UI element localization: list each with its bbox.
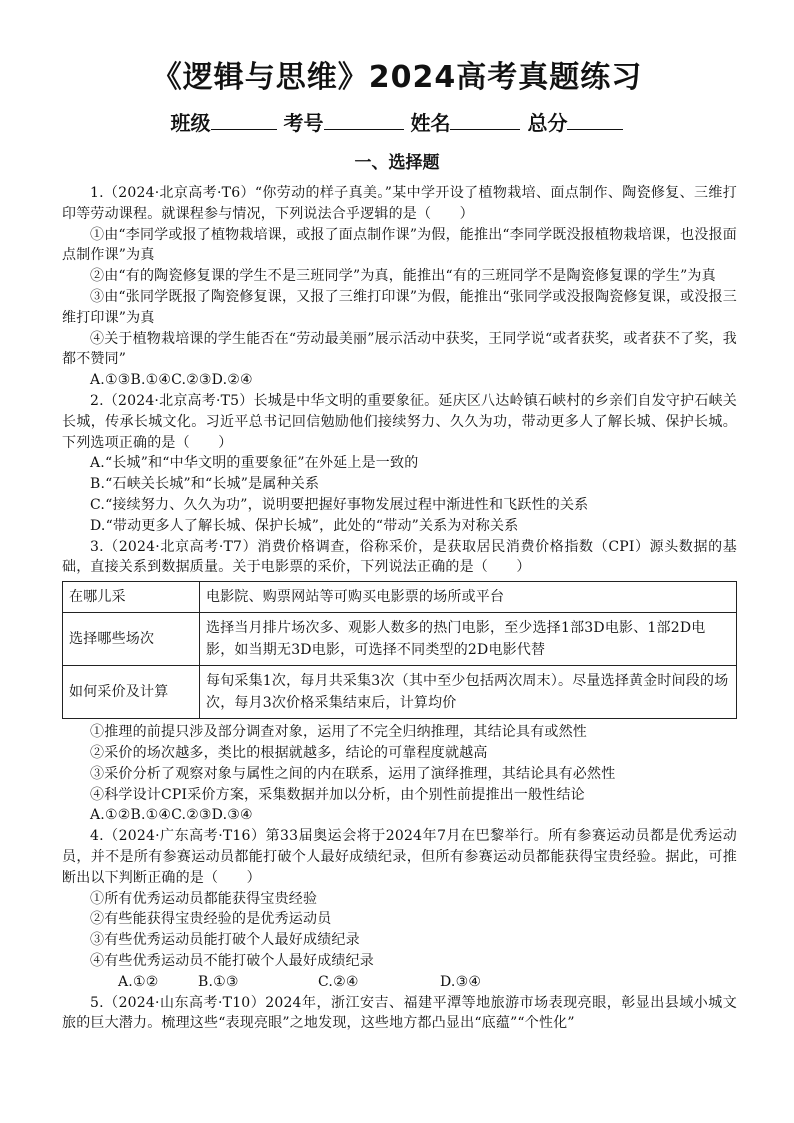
exam-no-blank[interactable] (324, 109, 404, 130)
score-blank[interactable] (567, 109, 623, 130)
question-4-item-2: ②有些能获得宝贵经验的是优秀运动员 (90, 911, 332, 928)
question-3-item-3: ③采价分析了观察对象与属性之间的内在联系，运用了演绎推理，其结论具有必然性 (90, 765, 616, 782)
question-4-option-c: C.②④ (318, 973, 359, 990)
question-4-option-a: A.①② (118, 973, 159, 990)
question-1-options: A.①③B.①④C.②③D.②④ (90, 372, 253, 389)
score-label: 总分 (527, 111, 568, 135)
price-collection-table (62, 581, 737, 719)
table-header-cell: 选择哪些场次 (63, 613, 200, 666)
table-header-cell: 在哪儿采 (63, 582, 200, 613)
table-header-cell: 如何采价及计算 (63, 666, 200, 719)
question-2-choice-d: D.“带动更多人了解长城、保护长城”，此处的“带动”关系为对称关系 (90, 517, 519, 534)
question-2-choice-a: A.“长城”和“中华文明的重要象征”在外延上是一致的 (90, 455, 419, 472)
table-row (63, 613, 737, 666)
question-4-stem: 4.（2024·广东高考·T16）第33届奥运会将于2024年7月在巴黎举行。所有参赛运动员都是优秀运动员，并不是所有参赛运动员都能打破个人最好成绩纪录，但所有参赛运动员都能获得宝贵经验。据此，可推断出以下判断正确的是（ ） (62, 828, 737, 886)
question-1-item-4: ④关于植物栽培课的学生能否在“劳动最美丽”展示活动中获奖，王同学说“或者获奖，或者获不了奖，我都不赞同” (62, 330, 737, 368)
table-cell: 电影院、购票网站等可购买电影票的场所或平台 (200, 582, 737, 613)
table-cell: 每旬采集1次，每月共采集3次（其中至少包括两次周末）。尽量选择黄金时间段的场次，每月3次价格采集结束后，计算均价 (200, 666, 737, 719)
table-row (63, 666, 737, 719)
question-2-choice-c: C.“接续努力、久久为功”，说明要把握好事物发展过程中渐进性和飞跃性的关系 (90, 496, 589, 513)
student-info-line (0, 108, 794, 138)
question-4-options (62, 972, 737, 993)
table-row (63, 582, 737, 613)
exam-no-label: 考号 (283, 111, 324, 135)
question-3-stem: 3.（2024·北京高考·T7）消费价格调查，俗称采价，是获取居民消费价格指数（CPI）源头数据的基础，直接关系到数据质量。关于电影票的采价，下列说法正确的是（ ） (62, 538, 737, 576)
question-1-stem: 1.（2024·北京高考·T6）“你劳动的样子真美。”某中学开设了植物栽培、面点制作、陶瓷修复、三维打印等劳动课程。就课程参与情况，下列说法合乎逻辑的是（ ） (62, 185, 737, 222)
question-1-item-2: ②由“有的陶瓷修复课的学生不是三班同学”为真，能推出“有的三班同学不是陶瓷修复课的学生”为真 (90, 268, 716, 285)
question-2-choice-b: B.“石峡关长城”和“长城”是属种关系 (90, 476, 320, 493)
question-2-stem: 2.（2024·北京高考·T5）长城是中华文明的重要象征。延庆区八达岭镇石峡村的乡亲们自发守护石峡关长城，传承长城文化。习近平总书记回信勉励他们接续努力、久久为功，带动更多人了解长城、保护长城。下列选项正确的是（ ） (62, 392, 737, 451)
class-blank[interactable] (211, 109, 277, 130)
question-4-item-1: ①所有优秀运动员都能获得宝贵经验 (90, 890, 318, 907)
question-5-stem: 5.（2024·山东高考·T10）2024年，浙江安吉、福建平潭等地旅游市场表现亮眼，彰显出县域小城文旅的巨大潜力。梳理这些“表现亮眼”之地发现，这些地方都凸显出“底蕴”“个性化” (62, 994, 737, 1032)
question-1-item-1: ①由“李同学或报了植物栽培课，或报了面点制作课”为假，能推出“李同学既没报植物栽培课，也没报面点制作课”为真 (62, 226, 737, 264)
section-heading: 一、选择题 (354, 153, 440, 173)
question-4-item-3: ③有些优秀运动员能打破个人最好成绩纪录 (90, 932, 360, 949)
question-3-item-1: ①推理的前提只涉及部分调查对象，运用了不完全归纳推理，其结论具有或然性 (90, 724, 587, 741)
question-4-item-4: ④有些优秀运动员不能打破个人最好成绩纪录 (90, 952, 374, 969)
table-cell: 选择当月排片场次多、观影人数多的热门电影，至少选择1部3D电影、1部2D电影，如当期无3D电影，可选择不同类型的2D电影代替 (200, 613, 737, 666)
page-title: 《逻辑与思维》2024高考真题练习 (151, 60, 643, 95)
question-list (62, 183, 737, 1034)
question-4-option-d: D.③④ (440, 973, 482, 990)
question-1-item-3: ③由“张同学既报了陶瓷修复课，又报了三维打印课”为假，能推出“张同学或没报陶瓷修复课，或没报三维打印课”为真 (62, 288, 737, 326)
name-blank[interactable] (450, 109, 520, 130)
name-label: 姓名 (410, 111, 451, 135)
question-3-options: A.①②B.①④C.②③D.③④ (90, 807, 253, 824)
question-4-option-b: B.①③ (198, 973, 239, 990)
question-3-item-4: ④科学设计CPI采价方案，采集数据并加以分析，由个别性前提推出一般性结论 (90, 786, 585, 803)
question-3-item-2: ②采价的场次越多，类比的根据就越多，结论的可靠程度就越高 (90, 744, 488, 761)
class-label: 班级 (170, 111, 211, 135)
